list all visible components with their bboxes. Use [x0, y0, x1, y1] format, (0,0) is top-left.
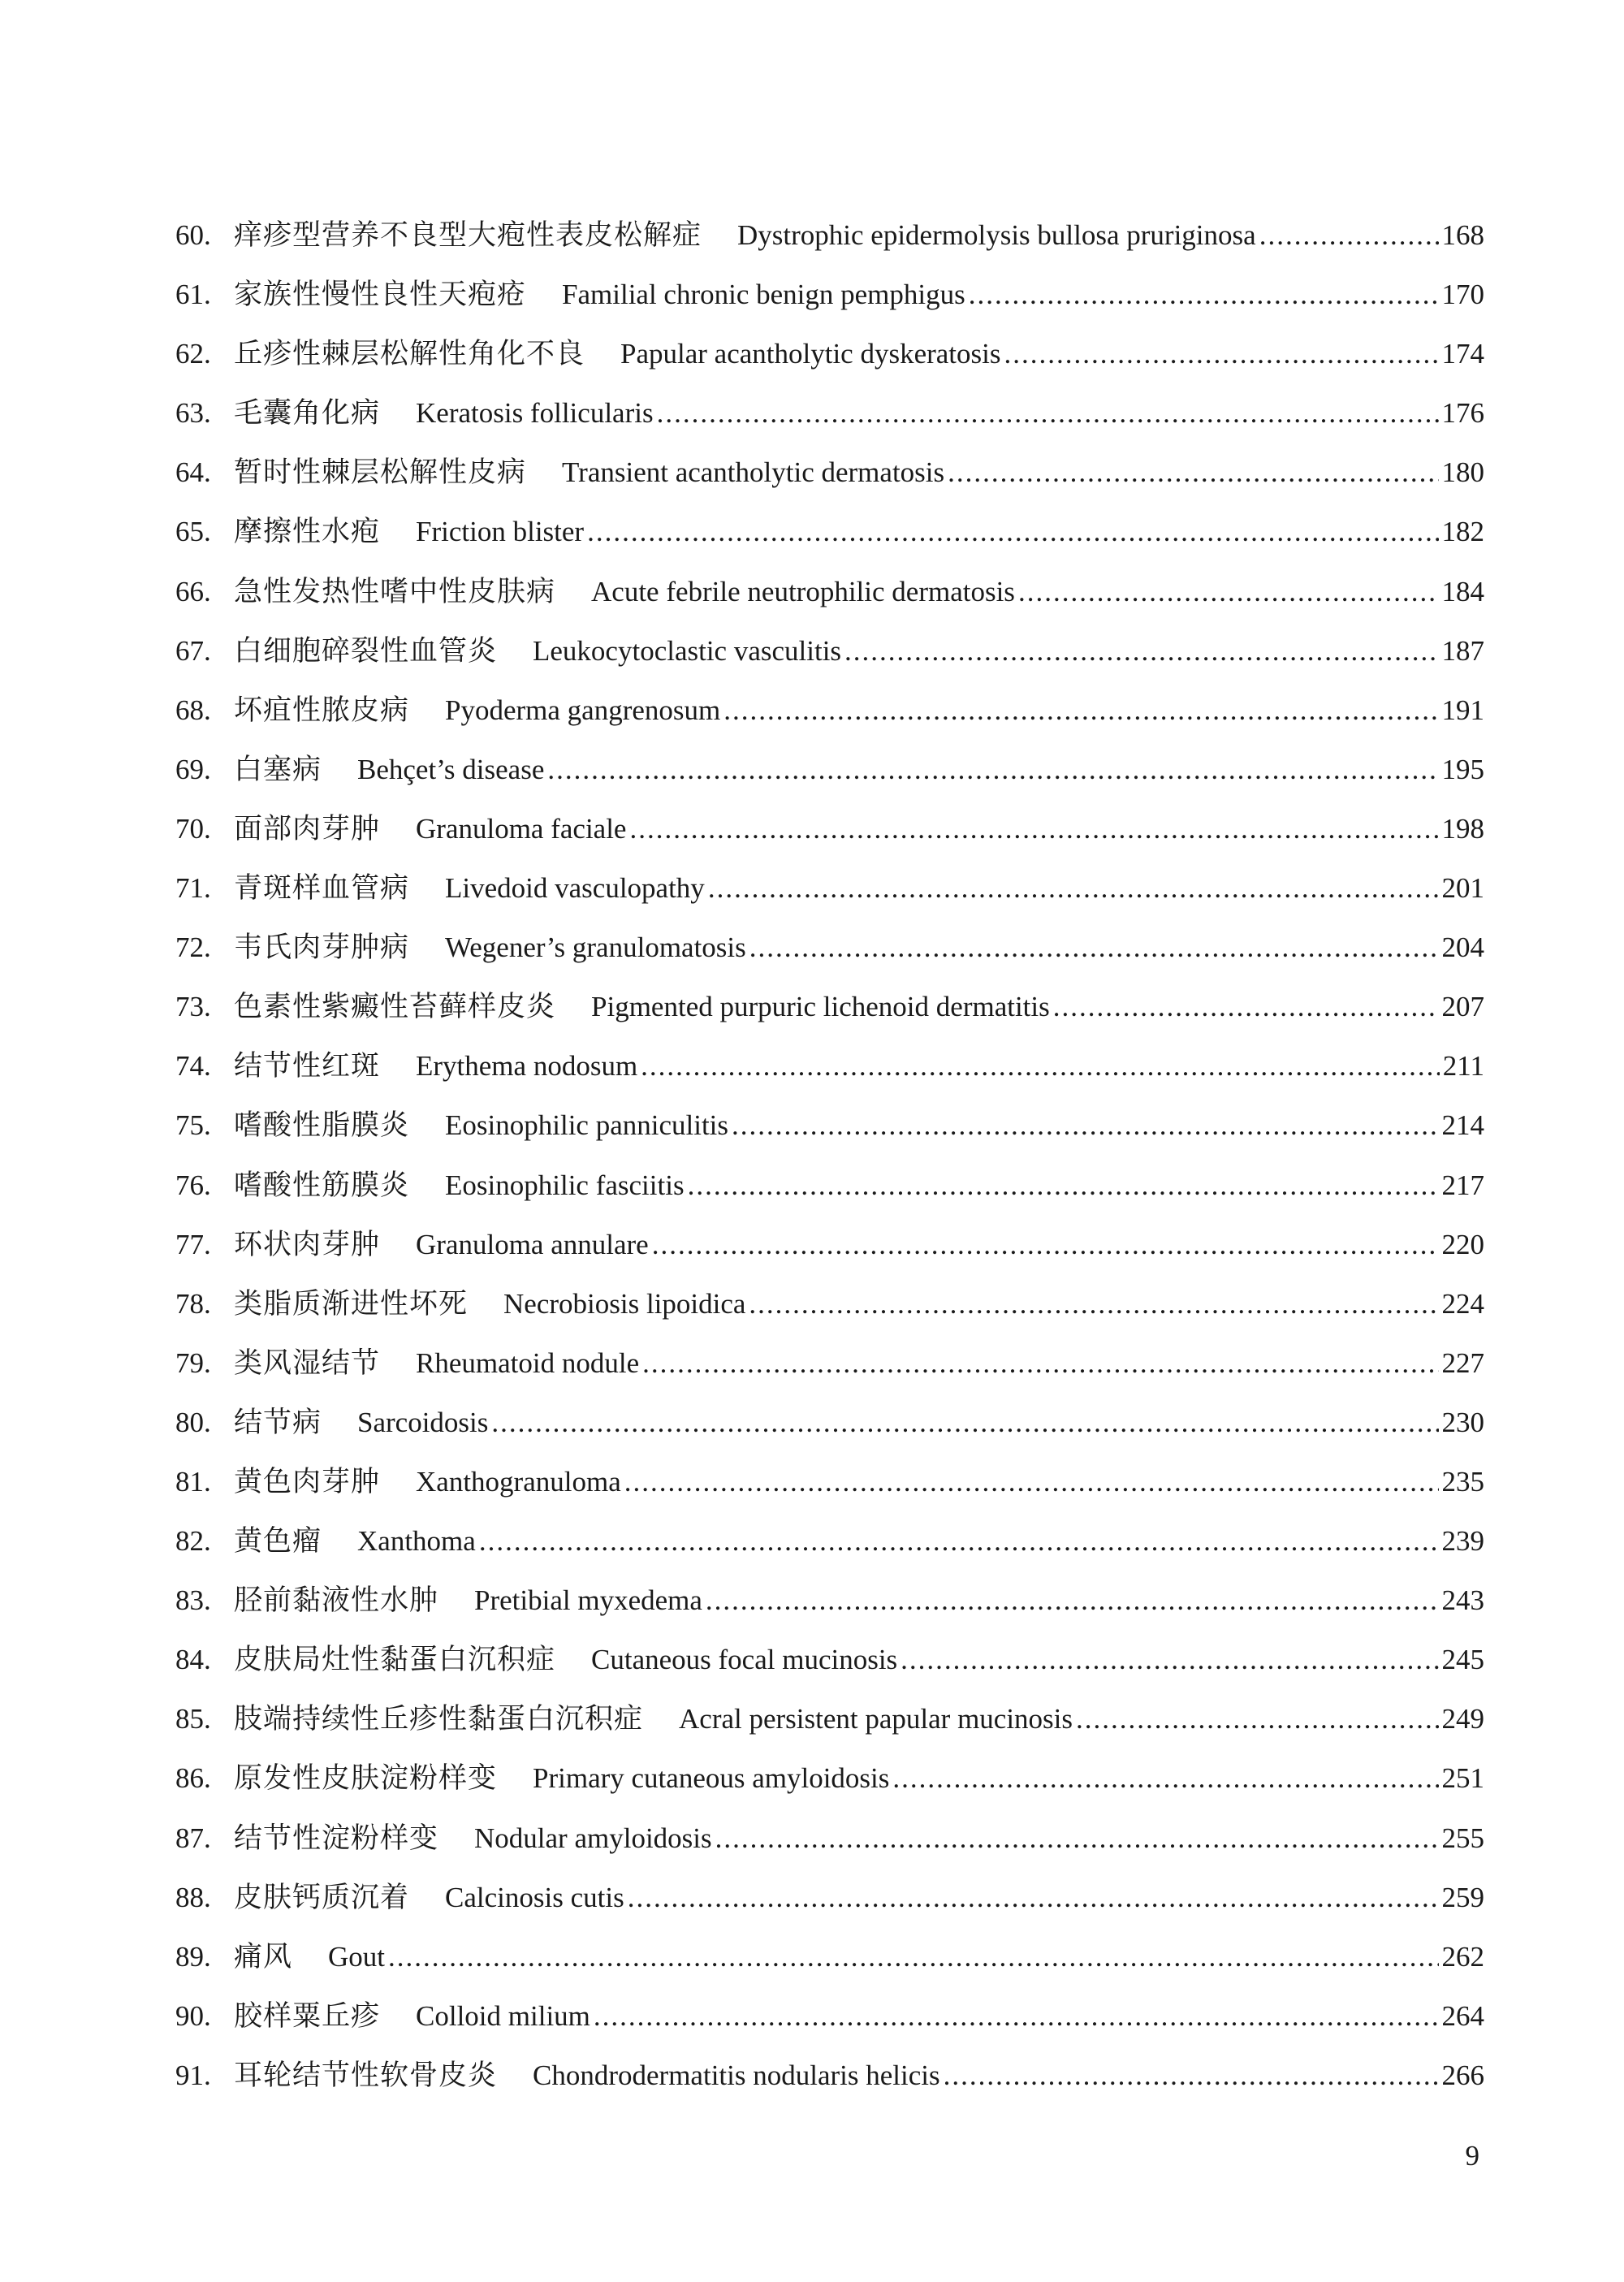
entry-title-chinese: 结节性淀粉样变: [234, 1822, 439, 1855]
entry-title-english: Dystrophic epidermolysis bullosa pruriginosa: [737, 219, 1256, 251]
entry-title-english: Rheumatoid nodule: [416, 1346, 640, 1379]
entry-page-number: 195: [1441, 753, 1484, 785]
entry-title-english: Primary cutaneous amyloidosis: [533, 1762, 890, 1795]
entry-title-chinese: 韦氏肉芽肿病: [234, 931, 410, 965]
entry-number: 80.: [175, 1406, 211, 1438]
entry-number: 65.: [175, 516, 211, 548]
toc-entry[interactable]: [175, 213, 1484, 272]
entry-title-chinese: 胶样粟丘疹: [234, 1999, 381, 2033]
entry-page-number: 187: [1441, 634, 1484, 667]
entry-number: 85.: [175, 1703, 211, 1735]
entry-number: 62.: [175, 338, 211, 370]
entry-title-english: Gout: [328, 1940, 386, 1973]
toc-list: [175, 213, 1484, 2112]
toc-entry[interactable]: [175, 984, 1484, 1044]
dot-leader: [892, 1762, 1438, 1795]
entry-page-number: 251: [1441, 1762, 1484, 1795]
entry-title-chinese: 痛风: [234, 1940, 293, 1973]
toc-entry[interactable]: [175, 2053, 1484, 2112]
entry-title-chinese: 痒疹型营养不良型大疱性表皮松解症: [234, 219, 702, 252]
entry-page-number: 207: [1441, 991, 1484, 1023]
entry-page-number: 264: [1441, 1999, 1484, 2032]
entry-page-number: 191: [1441, 694, 1484, 726]
entry-title-chinese: 白细胞碎裂性血管炎: [234, 634, 498, 668]
entry-number: 81.: [175, 1465, 211, 1498]
dot-leader: [641, 1050, 1440, 1083]
dot-leader: [547, 754, 1438, 786]
entry-title-english: Sarcoidosis: [357, 1406, 489, 1438]
entry-number: 91.: [175, 2059, 211, 2091]
entry-page-number: 217: [1441, 1169, 1484, 1201]
table-of-contents: [175, 213, 1484, 2112]
toc-entry[interactable]: [175, 1103, 1484, 1162]
dot-leader: [749, 1288, 1438, 1320]
entry-title-english: Eosinophilic fasciitis: [445, 1169, 685, 1201]
entry-number: 84.: [175, 1644, 211, 1676]
dot-leader: [642, 1347, 1438, 1380]
entry-title-english: Granuloma annulare: [416, 1228, 649, 1260]
entry-page-number: 168: [1441, 219, 1484, 251]
entry-page-number: 224: [1441, 1287, 1484, 1320]
entry-number: 86.: [175, 1762, 211, 1795]
entry-title-english: Granuloma faciale: [416, 812, 627, 845]
toc-entry[interactable]: [175, 1578, 1484, 1637]
dot-leader: [901, 1644, 1438, 1676]
entry-number: 76.: [175, 1169, 211, 1201]
entry-number: 69.: [175, 753, 211, 785]
toc-entry[interactable]: [175, 1044, 1484, 1103]
entry-title-english: Wegener’s granulomatosis: [445, 931, 746, 964]
dot-leader: [624, 1466, 1439, 1498]
entry-number: 75.: [175, 1109, 211, 1142]
entry-title-chinese: 暂时性棘层松解性皮病: [234, 456, 527, 490]
dot-leader: [749, 931, 1439, 964]
entry-page-number: 176: [1441, 397, 1484, 430]
entry-title-english: Calcinosis cutis: [445, 1881, 624, 1913]
dot-leader: [491, 1407, 1438, 1439]
dot-leader: [628, 1882, 1439, 1914]
entry-title-chinese: 原发性皮肤淀粉样变: [234, 1762, 498, 1796]
dot-leader: [706, 1584, 1439, 1617]
dot-leader: [657, 397, 1439, 430]
entry-title-chinese: 环状肉芽肿: [234, 1228, 381, 1261]
entry-page-number: 266: [1441, 2059, 1484, 2091]
entry-page-number: 220: [1441, 1228, 1484, 1260]
entry-title-chinese: 摩擦性水疱: [234, 516, 381, 549]
entry-number: 82.: [175, 1525, 211, 1558]
entry-title-chinese: 胫前黏液性水肿: [234, 1584, 439, 1618]
entry-page-number: 184: [1441, 575, 1484, 607]
entry-title-english: Erythema nodosum: [416, 1050, 638, 1083]
dot-leader: [688, 1169, 1439, 1202]
entry-page-number: 214: [1441, 1109, 1484, 1142]
page-number: 9: [1465, 2140, 1479, 2172]
toc-entry[interactable]: [175, 1281, 1484, 1341]
entry-title-english: Xanthogranuloma: [416, 1465, 621, 1498]
entry-number: 77.: [175, 1228, 211, 1260]
entry-page-number: 227: [1441, 1346, 1484, 1379]
entry-page-number: 239: [1441, 1525, 1484, 1558]
toc-entry[interactable]: [175, 1637, 1484, 1696]
entry-title-chinese: 青斑样血管病: [234, 872, 410, 905]
entry-title-chinese: 丘疹性棘层松解性角化不良: [234, 338, 585, 371]
toc-entry[interactable]: [175, 569, 1484, 629]
dot-leader: [723, 694, 1438, 727]
entry-title-chinese: 面部肉芽肿: [234, 812, 381, 845]
toc-entry[interactable]: [175, 272, 1484, 331]
dot-leader: [944, 2059, 1439, 2092]
dot-leader: [948, 456, 1438, 489]
entry-number: 64.: [175, 456, 211, 489]
entry-number: 89.: [175, 1940, 211, 1973]
entry-title-english: Behçet’s disease: [357, 753, 545, 785]
entry-title-chinese: 黄色肉芽肿: [234, 1465, 381, 1498]
dot-leader: [1076, 1703, 1438, 1735]
toc-entry[interactable]: [175, 866, 1484, 925]
entry-number: 67.: [175, 634, 211, 667]
entry-title-chinese: 耳轮结节性软骨皮炎: [234, 2059, 498, 2092]
toc-entry[interactable]: [175, 391, 1484, 450]
toc-entry[interactable]: [175, 1696, 1484, 1756]
entry-title-english: Colloid milium: [416, 1999, 590, 2032]
entry-number: 74.: [175, 1050, 211, 1083]
entry-page-number: 182: [1441, 516, 1484, 548]
entry-page-number: 198: [1441, 812, 1484, 845]
entry-page-number: 243: [1441, 1584, 1484, 1617]
toc-entry[interactable]: [175, 1816, 1484, 1875]
entry-title-chinese: 皮肤局灶性黏蛋白沉积症: [234, 1644, 556, 1677]
entry-number: 71.: [175, 872, 211, 905]
toc-entry[interactable]: [175, 688, 1484, 747]
entry-title-english: Acral persistent papular mucinosis: [679, 1703, 1073, 1735]
entry-number: 63.: [175, 397, 211, 430]
dot-leader: [1259, 219, 1439, 252]
toc-entry[interactable]: [175, 1341, 1484, 1400]
dot-leader: [715, 1822, 1439, 1855]
entry-number: 88.: [175, 1881, 211, 1913]
entry-page-number: 230: [1441, 1406, 1484, 1438]
entry-title-chinese: 白塞病: [234, 753, 322, 786]
entry-page-number: 204: [1441, 931, 1484, 964]
entry-page-number: 174: [1441, 338, 1484, 370]
dot-leader: [1018, 576, 1439, 608]
toc-entry[interactable]: [175, 1934, 1484, 1994]
entry-title-chinese: 结节性红斑: [234, 1050, 381, 1083]
dot-leader: [708, 872, 1439, 905]
toc-entry[interactable]: [175, 1400, 1484, 1459]
entry-title-chinese: 家族性慢性良性天疱疮: [234, 279, 527, 312]
toc-entry[interactable]: [175, 629, 1484, 688]
toc-entry[interactable]: [175, 806, 1484, 866]
entry-number: 73.: [175, 991, 211, 1023]
toc-entry[interactable]: [175, 1222, 1484, 1281]
entry-page-number: 170: [1441, 279, 1484, 311]
entry-title-english: Pigmented purpuric lichenoid dermatitis: [591, 991, 1050, 1023]
entry-title-chinese: 急性发热性嗜中性皮肤病: [234, 575, 556, 608]
entry-page-number: 211: [1442, 1050, 1484, 1083]
entry-page-number: 262: [1441, 1940, 1484, 1973]
toc-entry[interactable]: [175, 747, 1484, 806]
dot-leader: [587, 516, 1438, 548]
entry-title-english: Acute febrile neutrophilic dermatosis: [591, 575, 1015, 607]
dot-leader: [969, 279, 1439, 311]
entry-title-english: Pretibial myxedema: [474, 1584, 702, 1617]
toc-entry[interactable]: [175, 1756, 1484, 1815]
toc-entry[interactable]: [175, 1519, 1484, 1578]
entry-title-chinese: 嗜酸性脂膜炎: [234, 1109, 410, 1143]
dot-leader: [594, 2000, 1439, 2033]
entry-title-english: Nodular amyloidosis: [474, 1822, 712, 1854]
entry-number: 72.: [175, 931, 211, 964]
entry-title-english: Livedoid vasculopathy: [445, 872, 705, 905]
entry-number: 66.: [175, 575, 211, 607]
dot-leader: [479, 1525, 1439, 1558]
dot-leader: [1053, 991, 1439, 1023]
dot-leader: [1004, 338, 1439, 370]
toc-entry[interactable]: [175, 1163, 1484, 1222]
entry-page-number: 235: [1441, 1465, 1484, 1498]
entry-number: 78.: [175, 1287, 211, 1320]
entry-title-chinese: 毛囊角化病: [234, 397, 381, 430]
entry-page-number: 245: [1441, 1644, 1484, 1676]
entry-title-chinese: 黄色瘤: [234, 1525, 322, 1558]
entry-title-english: Familial chronic benign pemphigus: [562, 279, 965, 311]
entry-title-chinese: 坏疽性脓皮病: [234, 694, 410, 727]
entry-number: 60.: [175, 219, 211, 251]
toc-entry[interactable]: [175, 925, 1484, 984]
entry-number: 79.: [175, 1346, 211, 1379]
entry-title-english: Pyoderma gangrenosum: [445, 694, 721, 726]
entry-title-english: Leukocytoclastic vasculitis: [533, 634, 842, 667]
entry-title-chinese: 嗜酸性筋膜炎: [234, 1169, 410, 1202]
entry-title-english: Transient acantholytic dermatosis: [562, 456, 945, 489]
toc-entry[interactable]: [175, 509, 1484, 568]
entry-number: 70.: [175, 812, 211, 845]
entry-page-number: 255: [1441, 1822, 1484, 1854]
entry-title-chinese: 色素性紫癜性苔藓样皮炎: [234, 991, 556, 1024]
entry-title-english: Keratosis follicularis: [416, 397, 654, 430]
entry-number: 61.: [175, 279, 211, 311]
toc-entry[interactable]: [175, 1459, 1484, 1519]
entry-title-english: Xanthoma: [357, 1525, 476, 1558]
entry-page-number: 259: [1441, 1881, 1484, 1913]
entry-title-chinese: 类风湿结节: [234, 1346, 381, 1380]
entry-title-english: Cutaneous focal mucinosis: [591, 1644, 898, 1676]
entry-number: 68.: [175, 694, 211, 726]
dot-leader: [629, 813, 1438, 845]
entry-number: 90.: [175, 1999, 211, 2032]
entry-title-chinese: 类脂质渐进性坏死: [234, 1287, 469, 1320]
entry-page-number: 201: [1441, 872, 1484, 905]
entry-page-number: 249: [1441, 1703, 1484, 1735]
entry-title-english: Friction blister: [416, 516, 585, 548]
toc-entry[interactable]: [175, 1875, 1484, 1934]
dot-leader: [652, 1229, 1439, 1261]
entry-title-english: Eosinophilic panniculitis: [445, 1109, 729, 1142]
entry-title-chinese: 皮肤钙质沉着: [234, 1881, 410, 1914]
dot-leader: [844, 635, 1438, 668]
toc-entry[interactable]: [175, 331, 1484, 391]
entry-title-english: Chondrodermatitis nodularis helicis: [533, 2059, 940, 2091]
entry-number: 83.: [175, 1584, 211, 1617]
entry-title-english: Papular acantholytic dyskeratosis: [620, 338, 1001, 370]
dot-leader: [732, 1109, 1438, 1142]
entry-number: 87.: [175, 1822, 211, 1854]
entry-title-chinese: 结节病: [234, 1406, 322, 1439]
entry-title-english: Necrobiosis lipoidica: [503, 1287, 746, 1320]
toc-entry[interactable]: [175, 450, 1484, 509]
toc-entry[interactable]: [175, 1994, 1484, 2053]
entry-title-chinese: 肢端持续性丘疹性黏蛋白沉积症: [234, 1703, 644, 1736]
dot-leader: [388, 1941, 1438, 1973]
entry-page-number: 180: [1441, 456, 1484, 489]
